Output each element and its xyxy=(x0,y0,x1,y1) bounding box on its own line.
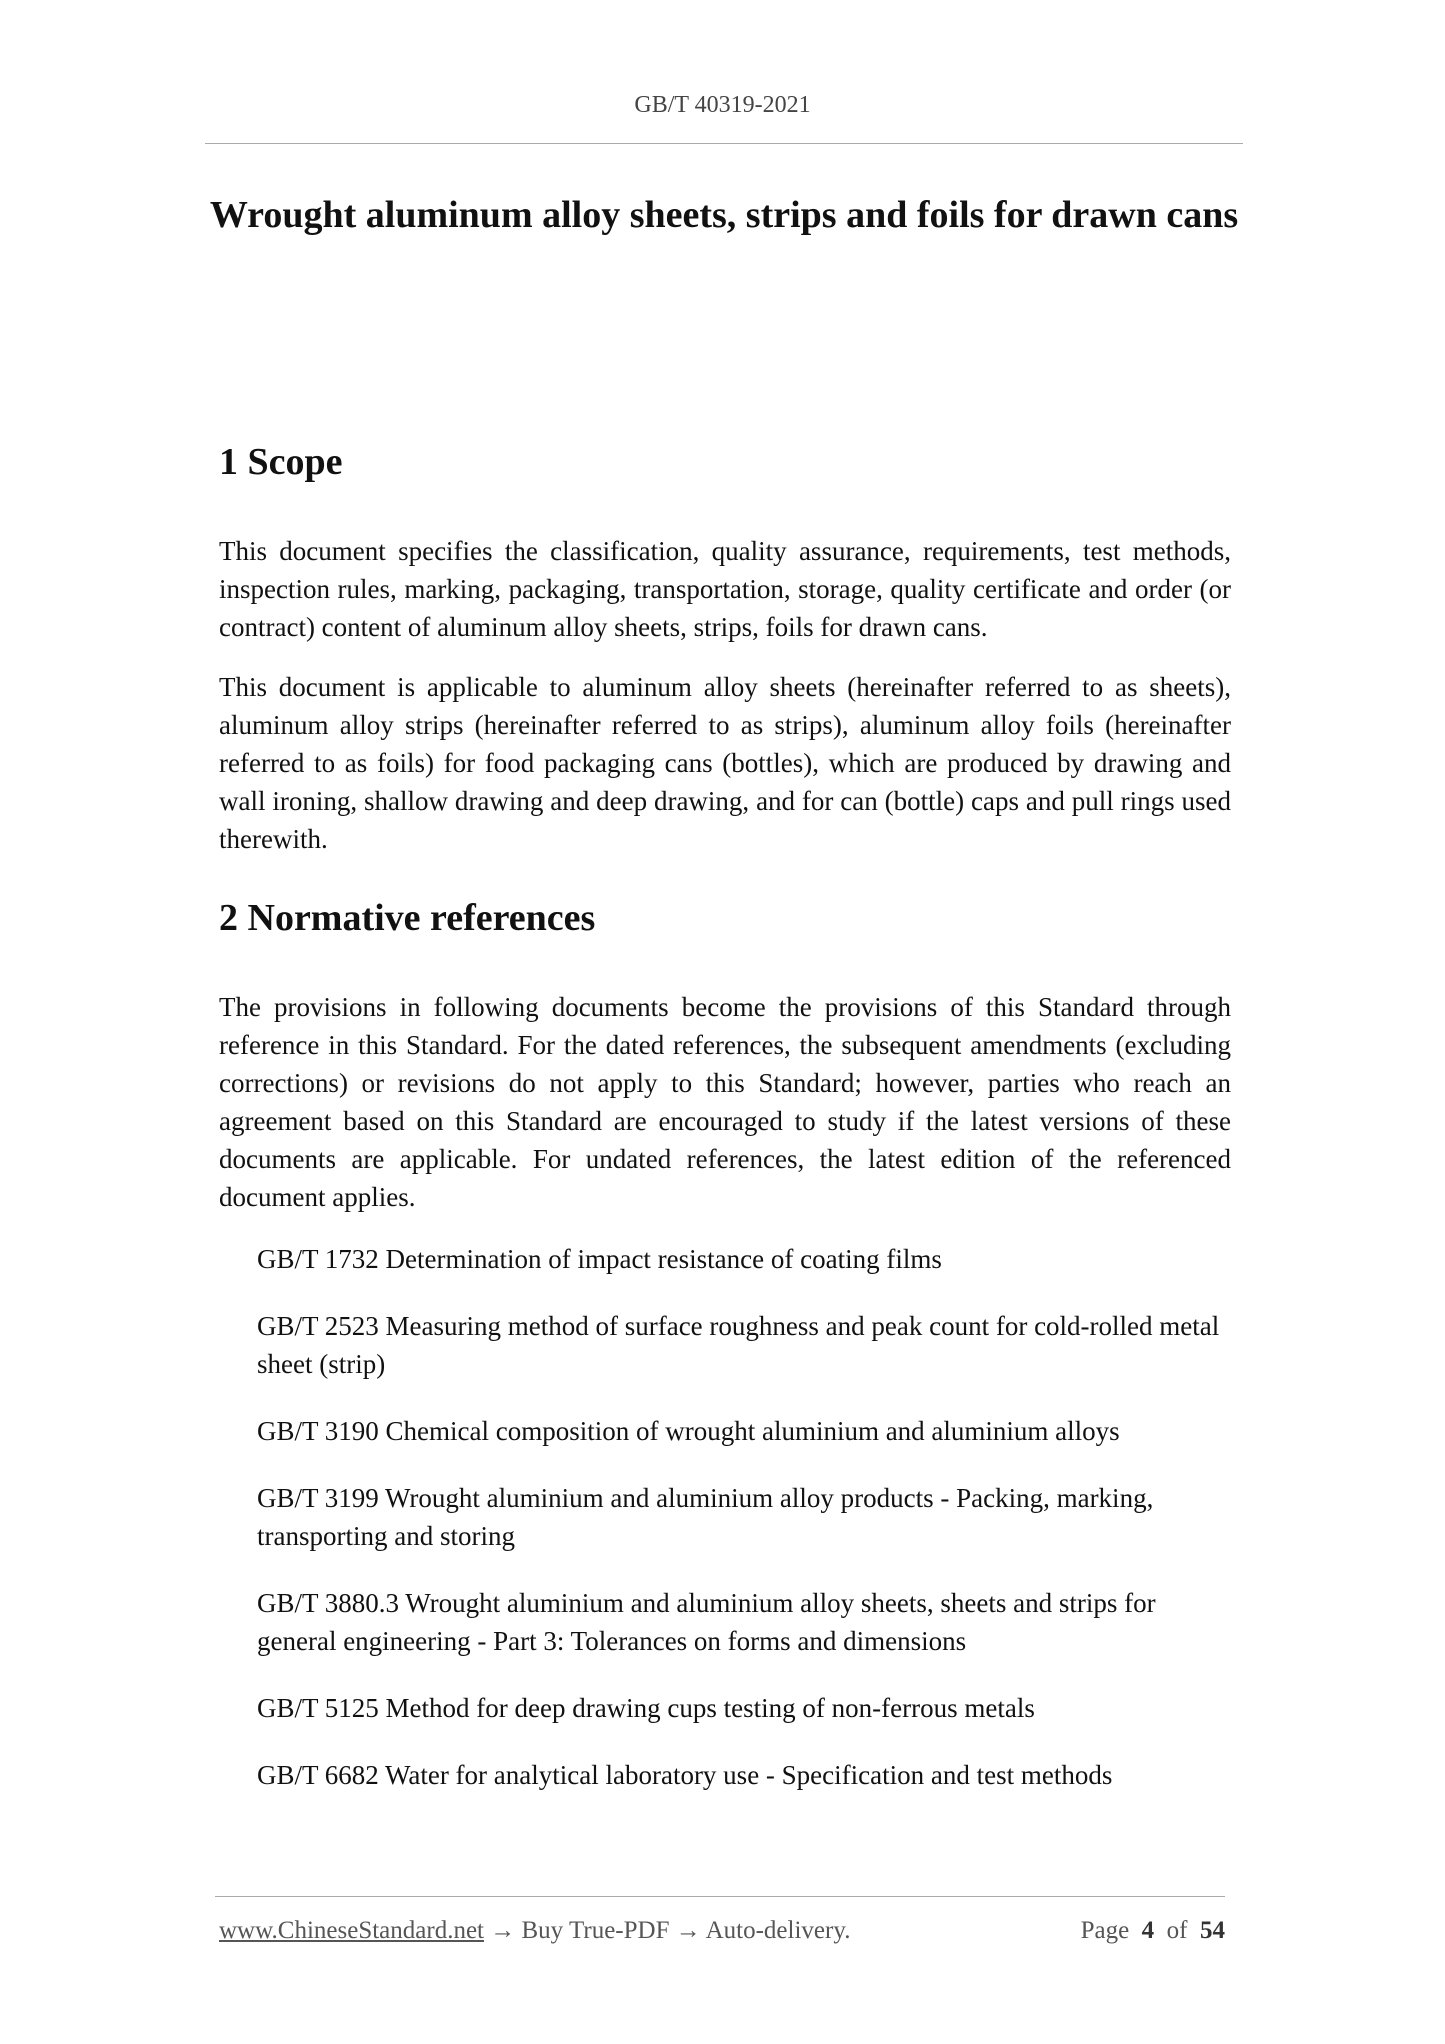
section-heading-normative-references: 2 Normative references xyxy=(219,897,596,939)
footer-divider xyxy=(215,1896,1225,1897)
reference-list xyxy=(219,1240,1231,1794)
reference-item: GB/T 6682 Water for analytical laboratory use - Specification and test methods xyxy=(257,1760,1113,1790)
buy-true-pdf-text: Buy True-PDF xyxy=(521,1917,670,1944)
reference-item: GB/T 3190 Chemical composition of wrought aluminium and aluminium alloys xyxy=(257,1416,1120,1446)
arrow-icon: → xyxy=(490,1917,516,1944)
page-number: 4 xyxy=(1141,1917,1155,1944)
auto-delivery-text: Auto-delivery. xyxy=(705,1917,851,1944)
reference-item: GB/T 3199 Wrought aluminium and aluminium alloy products - Packing, marking, transporting and storing xyxy=(257,1483,1154,1551)
page-footer xyxy=(219,1917,1225,1945)
header-divider xyxy=(205,143,1243,144)
running-header: GB/T 40319-2021 xyxy=(634,92,811,118)
section-heading-scope: 1 Scope xyxy=(219,441,343,483)
page-indicator xyxy=(1081,1917,1225,1945)
page-label: Page xyxy=(1080,1917,1130,1944)
footer-promo xyxy=(219,1917,850,1944)
normative-intro-paragraph: The provisions in following documents become the provisions of this Standard through reference in this Standard. For the dated references, the subsequent amendments (excluding corrections) or revisions do not apply to this Standard; however, parties who reach an agreement based on this Standard are encouraged to study if the latest versions of these documents are applicable. For undated references, the latest edition of the referenced document applies. xyxy=(219,992,1231,1212)
total-pages: 54 xyxy=(1200,1917,1225,1944)
scope-paragraph-2: This document is applicable to aluminum alloy sheets (hereinafter referred to as sheets), aluminum alloy strips (hereinafter referred to as strips), aluminum alloy foils (hereinafter referred to as foils) for food packaging cans (bottles), which are produced by drawing and wall ironing, shallow drawing and deep drawing, and for can (bottle) caps and pull rings used therewith. xyxy=(219,672,1231,854)
reference-item: GB/T 3880.3 Wrought aluminium and aluminium alloy sheets, sheets and strips for general engineering - Part 3: Tolerances on forms and dimensions xyxy=(257,1588,1156,1656)
reference-item: GB/T 1732 Determination of impact resistance of coating films xyxy=(257,1244,942,1274)
scope-paragraph-1: This document specifies the classification, quality assurance, requirements, test methods, inspection rules, marking, packaging, transportation, storage, quality certificate and order (or contract) content of aluminum alloy sheets, strips, foils for drawn cans. xyxy=(219,536,1231,642)
of-label: of xyxy=(1166,1917,1188,1944)
reference-item: GB/T 2523 Measuring method of surface roughness and peak count for cold-rolled metal sheet (strip) xyxy=(257,1311,1220,1379)
reference-item: GB/T 5125 Method for deep drawing cups testing of non-ferrous metals xyxy=(257,1693,1035,1723)
arrow-icon: → xyxy=(675,1917,701,1944)
document-title: Wrought aluminum alloy sheets, strips and foils for drawn cans xyxy=(209,194,1239,236)
document-body xyxy=(219,432,1231,1823)
site-link[interactable]: www.ChineseStandard.net xyxy=(219,1917,484,1944)
